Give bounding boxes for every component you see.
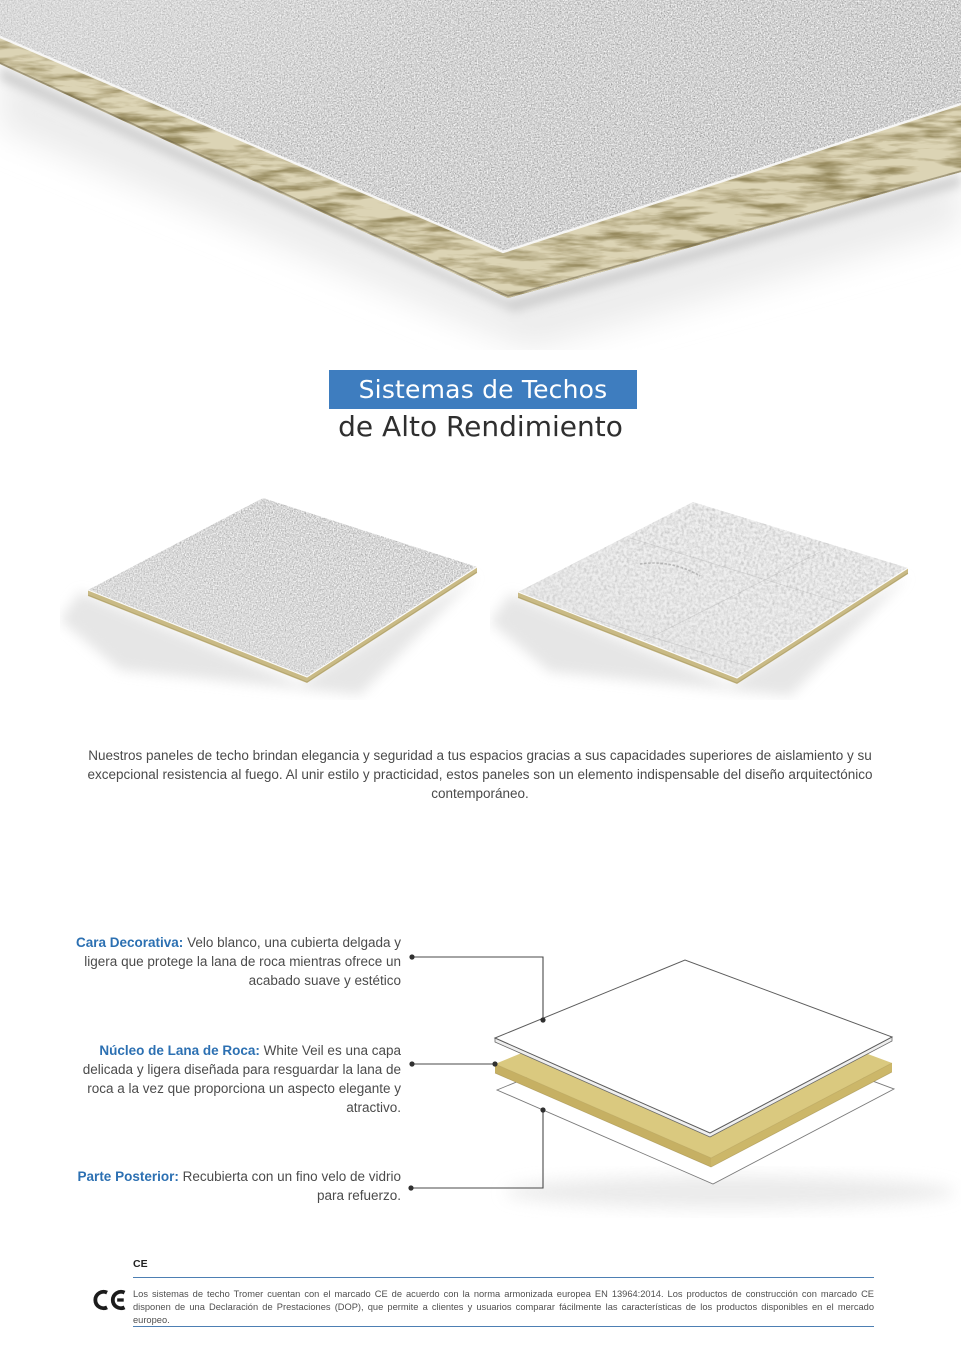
callout-rockwool-core-label: Núcleo de Lana de Roca:	[99, 1043, 260, 1058]
intro-paragraph: Nuestros paneles de techo brindan elegancia y seguridad a tus espacios gracias a sus capacidades superiores de aislamiento y su excepcional resistencia al fuego. Al unir estilo y practicidad, estos paneles son un elemento indispensable del diseño arquitectónico contemporáneo.	[87, 748, 873, 801]
diagram-shadow	[505, 1176, 955, 1208]
ce-divider-top	[133, 1277, 874, 1278]
callout-decorative-face-label: Cara Decorativa:	[76, 935, 184, 950]
ce-description: Los sistemas de techo Tromer cuentan con el marcado CE de acuerdo con la norma armonizada europea EN 13964:2014. Los productos de construcción con marcado CE disponen de una Declaración de Prestaciones (DOP), que permite a clientes y usuarios comparar fácilmente las características de los productos disponibles en el mercado europeo.	[133, 1289, 874, 1326]
title-subtitle: de Alto Rendimiento	[338, 410, 623, 443]
callout-decorative-face	[75, 933, 401, 990]
callout-back-side	[75, 1167, 401, 1205]
callout-back-side-text: Recubierta con un fino velo de vidrio para refuerzo.	[182, 1169, 401, 1203]
callout-decorative-face-text: Velo blanco, una cubierta delgada y ligera que protege la lana de roca mientras ofrece un acabado suave y estético	[84, 935, 401, 988]
title-banner	[329, 370, 637, 409]
callout-rockwool-core	[75, 1041, 401, 1117]
hero-ceiling-panel-photo	[0, 0, 961, 350]
connector-back-side	[411, 1110, 543, 1188]
connector-decorative-face	[412, 957, 543, 1020]
panel-back-image	[490, 480, 930, 700]
callout-back-side-label: Parte Posterior:	[77, 1169, 179, 1184]
exploded-layers-diagram	[400, 940, 961, 1250]
callout-rockwool-core-text: White Veil es una capa delicada y ligera diseñada para resguardar la lana de roca a la vez que proporciona un aspecto elegante y atractivo.	[82, 1043, 401, 1115]
title-banner-text: Sistemas de Techos	[358, 375, 608, 404]
panel-front-image	[60, 480, 500, 700]
ce-mark-icon	[91, 1287, 127, 1313]
ce-section-heading: CE	[133, 1258, 148, 1270]
